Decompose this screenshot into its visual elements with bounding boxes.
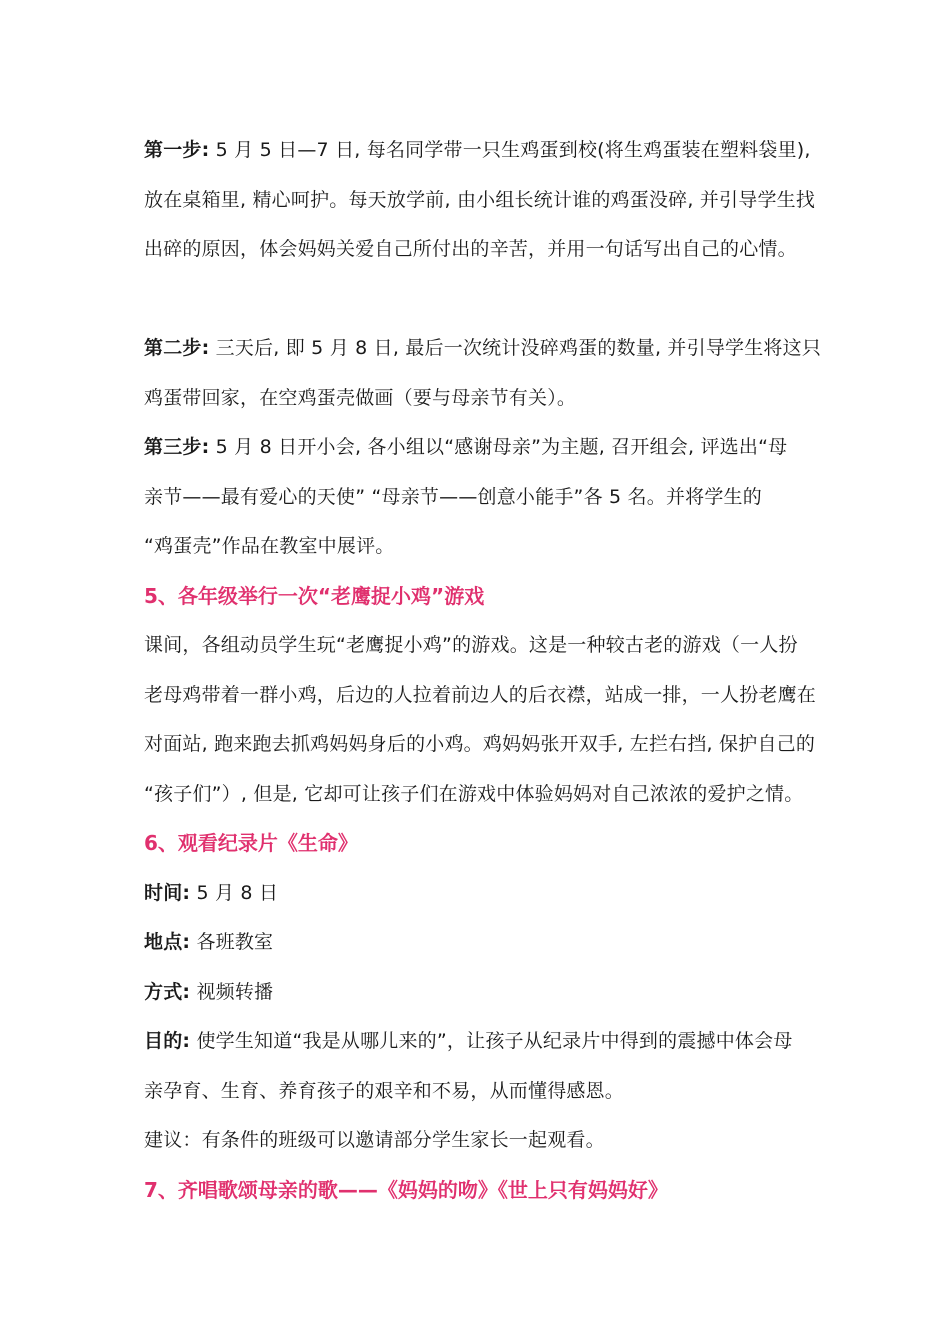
step1-line-3: 出碎的原因，体会妈妈关爱自己所付出的辛苦，并用一句话写出自己的心情。 [144,238,797,260]
step1-line-2: 放在桌箱里, 精心呵护。每天放学前, 由小组长统计谁的鸡蛋没碎, 并引导学生找 [144,188,816,211]
section6-suggestion: 建议：有条件的班级可以邀请部分学生家长一起观看。 [144,1129,605,1151]
step3-text-1: 5 月 8 日开小会, 各小组以“感谢母亲”为主题, 召开组会, 评选出“母 [209,436,788,458]
document-page [144,126,822,1215]
section5-line-2: 老母鸡带着一群小鸡，后边的人拉着前边人的后衣襟，站成一排，一人扮老鹰在 [144,683,817,706]
method-label: 方式: [144,980,191,1003]
step3-line-2: 亲节——最有爱心的天使” “母亲节——创意小能手”各 5 名。并将学生的 [144,485,762,508]
place-value: 各班教室 [190,931,274,953]
step3-line-3: “鸡蛋壳”作品在教室中展评。 [144,535,395,557]
section6-time [144,869,814,919]
step2-line-1 [144,324,822,374]
step3-line-1 [144,423,814,473]
section7-heading: 7、齐唱歌颂母亲的歌——《妈妈的吻》《世上只有妈妈好》 [144,1177,668,1202]
step2-line-2: 鸡蛋带回家，在空鸡蛋壳做画（要与母亲节有关）。 [144,386,577,409]
step3-label: 第三步: [144,436,210,458]
section5-line-4: “孩子们”）, 但是, 它却可让孩子们在游戏中体验妈妈对自己浓浓的爱护之情。 [144,782,804,805]
step2-text-1: 三天后, 即 5 月 8 日, 最后一次统计没碎鸡蛋的数量, 并引导学生将这只 [209,337,822,359]
method-value: 视频转播 [190,980,274,1003]
step2-label: 第二步: [144,337,210,359]
purpose-text-1: 使学生知道“我是从哪儿来的”，让孩子从纪录片中得到的震撼中体会母 [190,1030,793,1052]
place-label: 地点: [144,931,191,953]
section6-heading: 6、观看纪录片《生命》 [144,831,358,855]
section5-line-3: 对面站, 跑来跑去抓鸡妈妈身后的小鸡。鸡妈妈张开双手, 左拦右挡, 保护自己的 [144,733,816,755]
section6-place [144,918,814,968]
paragraph-gap [144,275,814,325]
time-label: 时间: [144,881,191,904]
section5-heading: 5、各年级举行一次“老鹰捉小鸡”游戏 [144,583,485,608]
purpose-label: 目的: [144,1030,191,1052]
section5-line-1: 课间，各组动员学生玩“老鹰捉小鸡”的游戏。这是一种较古老的游戏（一人扮 [144,634,798,656]
step1-line-1 [144,126,814,176]
step1-text-1: 5 月 5 日—7 日, 每名同学带一只生鸡蛋到校(将生鸡蛋装在塑料袋里), [209,139,811,161]
section6-purpose-2: 亲孕育、生育、养育孩子的艰辛和不易，从而懂得感恩。 [144,1079,625,1102]
time-value: 5 月 8 日 [190,881,279,904]
section6-purpose-1 [144,1017,814,1067]
section6-method [144,968,814,1018]
step1-label: 第一步: [144,139,210,161]
